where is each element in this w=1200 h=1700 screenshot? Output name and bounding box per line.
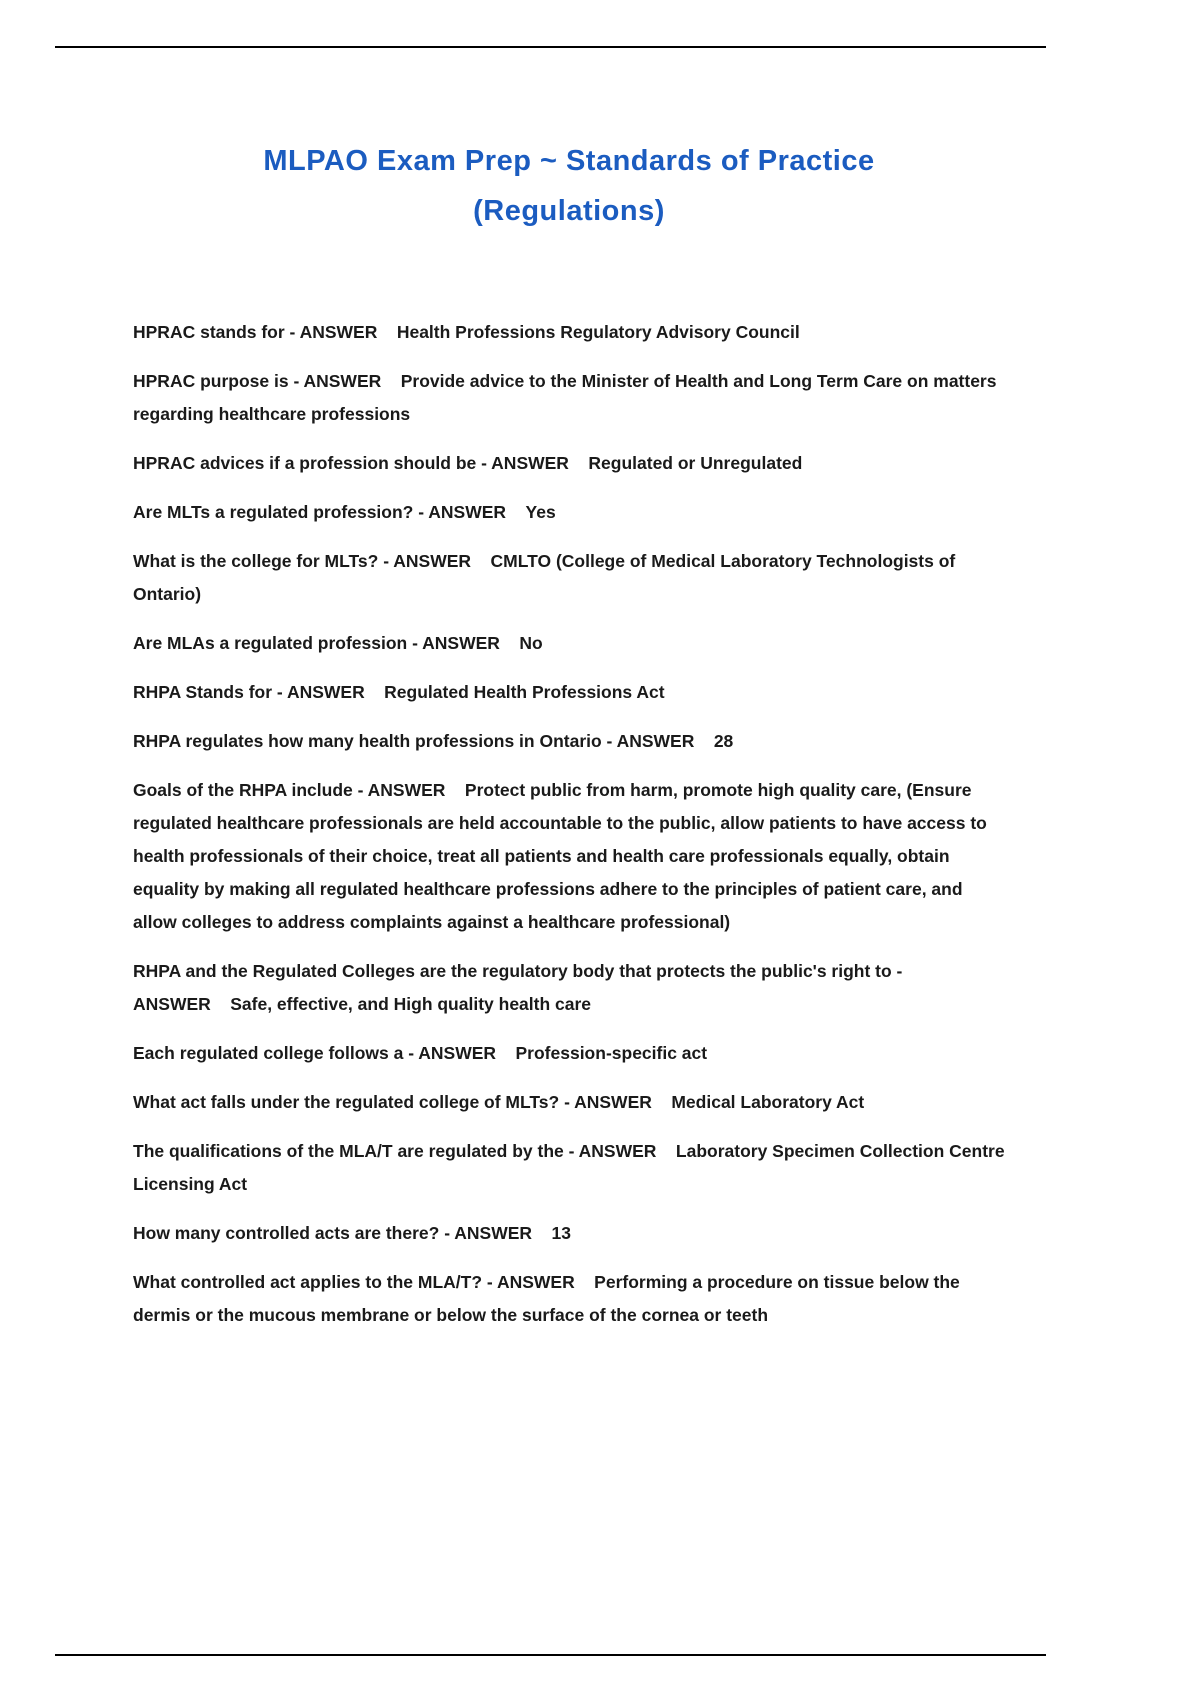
- answer-label: ANSWER: [574, 1092, 652, 1112]
- answer-gap: [532, 1223, 551, 1243]
- qa-item: [133, 1266, 1005, 1332]
- answer-label: ANSWER: [578, 1141, 657, 1161]
- question-text: HPRAC stands for -: [133, 322, 300, 342]
- qa-item: [133, 316, 1005, 349]
- answer-text: Provide advice to the Minister of Health and Long Term Care on matters regarding healthcare professions: [133, 371, 997, 424]
- answer-text: Protect public from harm, promote high quality care, (Ensure regulated healthcare professionals are held accountable to the public, allow patients to have access to health professionals of their choice, treat all patients and health care professionals equally, obtain equality by making all regulated healthcare professions adhere to the principles of patient care, and allow colleges to address complaints against a healthcare professional): [133, 780, 987, 932]
- answer-label: ANSWER: [299, 322, 378, 342]
- qa-item: [133, 496, 1005, 529]
- question-text: What act falls under the regulated college of MLTs? -: [133, 1092, 575, 1112]
- answer-gap: [506, 502, 525, 522]
- document-content: [133, 136, 1005, 1332]
- question-text: RHPA Stands for -: [133, 682, 287, 702]
- answer-gap: [652, 1092, 671, 1112]
- answer-gap: [569, 453, 588, 473]
- answer-label: ANSWER: [133, 994, 211, 1014]
- question-text: HPRAC advices if a profession should be -: [133, 453, 492, 473]
- answer-gap: [471, 551, 490, 571]
- question-text: What is the college for MLTs? -: [133, 551, 394, 571]
- answer-gap: [365, 682, 384, 702]
- answer-text: Regulated or Unregulated: [588, 453, 803, 473]
- bottom-rule: [55, 1654, 1046, 1656]
- answer-text: Profession-specific act: [515, 1043, 708, 1063]
- answer-label: ANSWER: [303, 371, 382, 391]
- answer-label: ANSWER: [428, 502, 507, 522]
- answer-gap: [381, 371, 400, 391]
- top-rule: [55, 46, 1046, 48]
- answer-label: ANSWER: [496, 1272, 575, 1292]
- qa-item: [133, 676, 1005, 709]
- qa-item: [133, 545, 1005, 611]
- answer-text: Health Professions Regulatory Advisory Council: [396, 322, 800, 342]
- answer-label: ANSWER: [616, 731, 695, 751]
- answer-gap: [575, 1272, 594, 1292]
- question-text: HPRAC purpose is -: [133, 371, 304, 391]
- question-text: Are MLTs a regulated profession? -: [133, 502, 429, 522]
- answer-label: ANSWER: [286, 682, 365, 702]
- question-text: How many controlled acts are there? -: [133, 1223, 455, 1243]
- answer-gap: [656, 1141, 675, 1161]
- answer-text: Medical Laboratory Act: [671, 1092, 865, 1112]
- qa-item: [133, 725, 1005, 758]
- answer-gap: [445, 780, 464, 800]
- answer-text: Laboratory Specimen Collection Centre Licensing Act: [133, 1141, 1005, 1194]
- qa-item: [133, 1217, 1005, 1250]
- answer-text: Regulated Health Professions Act: [384, 682, 665, 702]
- answer-text: Performing a procedure on tissue below the dermis or the mucous membrane or below the surface of the cornea or teeth: [133, 1272, 960, 1325]
- question-text: Each regulated college follows a -: [133, 1043, 419, 1063]
- answer-label: ANSWER: [454, 1223, 533, 1243]
- answer-text: Yes: [525, 502, 556, 522]
- question-text: What controlled act applies to the MLA/T? -: [133, 1272, 497, 1292]
- title-line-2: (Regulations): [473, 195, 665, 227]
- question-text: Goals of the RHPA include -: [133, 780, 368, 800]
- qa-item: [133, 955, 1005, 1021]
- question-text: RHPA and the Regulated Colleges are the regulatory body that protects the public's right to -: [133, 961, 903, 981]
- answer-gap: [377, 322, 396, 342]
- question-text: The qualifications of the MLA/T are regulated by the -: [133, 1141, 579, 1161]
- answer-text: Safe, effective, and High quality health care: [230, 994, 592, 1014]
- qa-item: [133, 447, 1005, 480]
- qa-item: [133, 627, 1005, 660]
- qa-item: [133, 1037, 1005, 1070]
- answer-text: 13: [551, 1223, 571, 1243]
- question-text: Are MLAs a regulated profession -: [133, 633, 423, 653]
- answer-text: CMLTO (College of Medical Laboratory Technologists of Ontario): [133, 551, 956, 604]
- answer-gap: [496, 1043, 515, 1063]
- qa-item: [133, 365, 1005, 431]
- title-line-1: MLPAO Exam Prep ~ Standards of Practice: [263, 145, 875, 177]
- qa-item: [133, 1135, 1005, 1201]
- answer-text: No: [519, 633, 543, 653]
- answer-label: ANSWER: [491, 453, 569, 473]
- qa-list: [133, 316, 1005, 1332]
- document-title: [133, 136, 1005, 236]
- answer-label: ANSWER: [422, 633, 500, 653]
- qa-item: [133, 774, 1005, 939]
- answer-gap: [694, 731, 713, 751]
- answer-label: ANSWER: [367, 780, 446, 800]
- qa-item: [133, 1086, 1005, 1119]
- answer-gap: [211, 994, 230, 1014]
- answer-label: ANSWER: [393, 551, 472, 571]
- answer-label: ANSWER: [418, 1043, 497, 1063]
- answer-text: 28: [713, 731, 734, 751]
- answer-gap: [500, 633, 519, 653]
- question-text: RHPA regulates how many health professions in Ontario -: [133, 731, 617, 751]
